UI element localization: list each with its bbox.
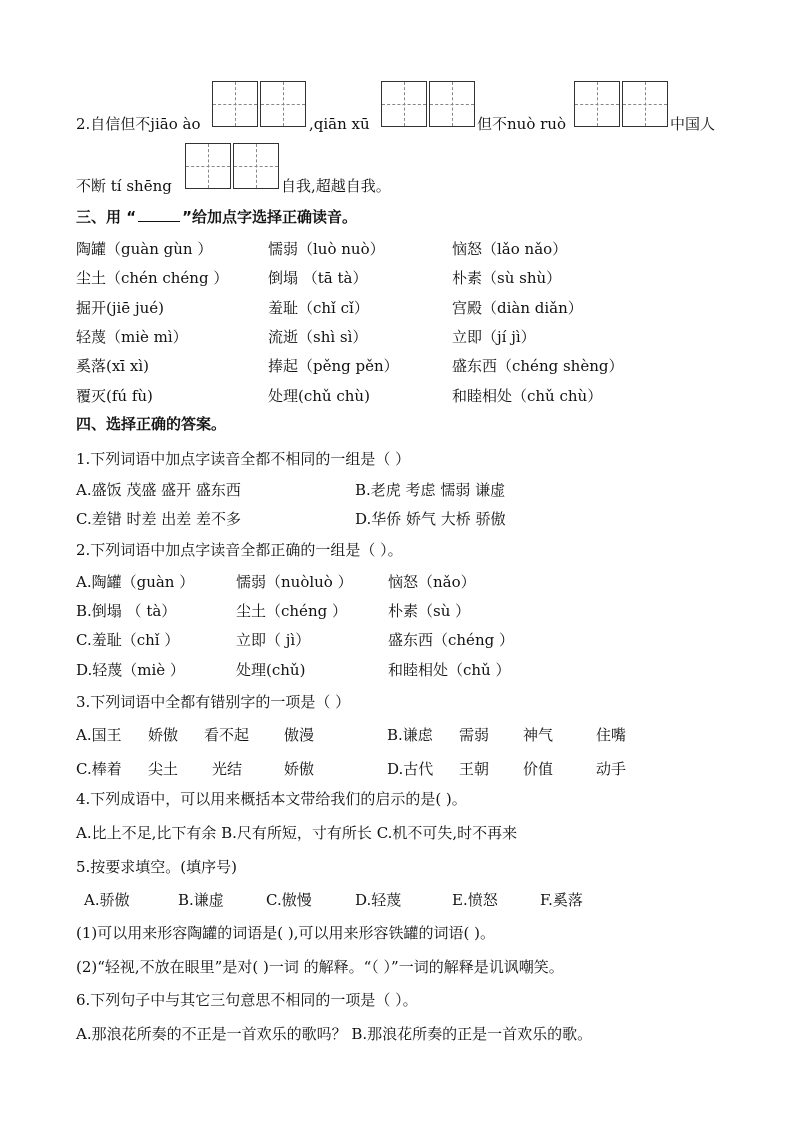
q3-option-a[interactable]: A.国王	[76, 726, 122, 744]
q2-option-cell: 朴素（sù ）	[388, 602, 471, 620]
pinyin-item[interactable]: 轻蔑（miè mì）	[76, 328, 188, 346]
pinyin-item[interactable]: 羞耻（chǐ cǐ）	[268, 299, 369, 317]
q3-option-b[interactable]: B.谦虑	[387, 726, 433, 744]
q2-option-cell: 立即（ jì）	[236, 631, 311, 649]
char-box[interactable]	[212, 81, 258, 127]
q2-option-cell: 懦弱（nuòluò ）	[236, 573, 353, 591]
q2-stem: 2.下列词语中加点字读音全都正确的一组是（ ）。	[76, 541, 403, 559]
q5-option[interactable]: C.傲慢	[266, 891, 312, 909]
q3-word: 尖土	[148, 760, 179, 778]
q2-option-cell: 盛东西（chéng ）	[388, 631, 514, 649]
q3-word: 价值	[523, 760, 554, 778]
q5-option[interactable]: A.骄傲	[84, 891, 130, 909]
q2-option-cell: 处理(chǔ)	[236, 661, 306, 679]
q2-line2-prefix: 不断 tí shēng	[76, 177, 172, 195]
q1-option-a[interactable]: A.盛饭 茂盛 盛开 盛东西	[76, 481, 241, 499]
q1-option-c[interactable]: C.差错 时差 出差 差不多	[76, 510, 242, 528]
pinyin-item[interactable]: 和睦相处（chǔ chù）	[452, 387, 603, 405]
q5-option[interactable]: E.愤怒	[452, 891, 498, 909]
char-box[interactable]	[381, 81, 427, 127]
q2-option-b[interactable]: B.倒塌 （ tà）	[76, 602, 177, 620]
q3-word: 傲漫	[284, 726, 315, 744]
pinyin-item[interactable]: 立即（jí jì）	[452, 328, 536, 346]
pinyin-item[interactable]: 捧起（pěng pěn）	[268, 357, 399, 375]
q2-option-cell: 和睦相处（chǔ ）	[388, 661, 511, 679]
q1-option-b[interactable]: B.老虎 考虑 懦弱 谦虚	[355, 481, 506, 499]
pinyin-item[interactable]: 尘土（chén chéng ）	[76, 269, 229, 287]
q3-word: 动手	[596, 760, 627, 778]
q4-stem: 4.下列成语中，可以用来概括本文带给我们的启示的是( )。	[76, 790, 467, 808]
q5-stem: 5.按要求填空。(填序号)	[76, 858, 238, 876]
q4-options[interactable]: A.比上不足,比下有余 B.尺有所短，寸有所长 C.机不可失,时不再来	[76, 824, 518, 842]
pinyin-item[interactable]: 懦弱（luò nuò）	[268, 240, 385, 258]
pinyin-item[interactable]: 倒塌 （tā tà）	[268, 269, 368, 287]
q3-word: 光结	[212, 760, 243, 778]
q2-prefix: 2.自信但不jiāo ào	[76, 115, 201, 133]
q2-option-a[interactable]: A.陶罐（guàn ）	[76, 573, 195, 591]
q2-mid1: ,qiān xū	[309, 115, 370, 133]
char-box[interactable]	[622, 81, 668, 127]
pinyin-item[interactable]: 陶罐（guàn gùn ）	[76, 240, 213, 258]
pinyin-item[interactable]: 处理(chǔ chù)	[268, 387, 370, 405]
q2-suffix: 中国人	[670, 115, 716, 133]
q6-options[interactable]: A.那浪花所奏的不正是一首欢乐的歌吗？ B.那浪花所奏的正是一首欢乐的歌。	[76, 1025, 593, 1043]
pinyin-item[interactable]: 恼怒（lǎo nǎo）	[452, 240, 568, 258]
q3-option-c[interactable]: C.棒着	[76, 760, 122, 778]
pinyin-item[interactable]: 奚落(xī xì)	[76, 357, 149, 375]
blank-underline	[138, 209, 180, 222]
q3-option-d[interactable]: D.古代	[387, 760, 434, 778]
section3-title: 三、用 “ ”给加点字选择正确读音。	[76, 208, 357, 226]
q1-option-d[interactable]: D.华侨 娇气 大桥 骄傲	[355, 510, 506, 528]
pinyin-item[interactable]: 朴素（sù shù）	[452, 269, 562, 287]
q3-word: 娇傲	[284, 760, 315, 778]
q5-option[interactable]: B.谦虚	[178, 891, 224, 909]
q1-stem: 1.下列词语中加点字读音全都不相同的一组是（ ）	[76, 450, 411, 468]
q3-word: 王朝	[459, 760, 490, 778]
pinyin-item[interactable]: 掘开(jiē jué)	[76, 299, 164, 317]
q5-option[interactable]: D.轻蔑	[355, 891, 402, 909]
q3-word: 需弱	[459, 726, 490, 744]
char-box[interactable]	[233, 143, 279, 189]
char-box[interactable]	[574, 81, 620, 127]
q2-option-cell: 恼怒（nǎo）	[388, 573, 476, 591]
pinyin-item[interactable]: 盛东西（chéng shèng）	[452, 357, 624, 375]
pinyin-item[interactable]: 流逝（shì sì）	[268, 328, 368, 346]
pinyin-item[interactable]: 宫殿（diàn diǎn）	[452, 299, 583, 317]
q2-option-d[interactable]: D.轻蔑（miè ）	[76, 661, 185, 679]
q5-sub1: (1)可以用来形容陶罐的词语是( ),可以用来形容铁罐的词语( )。	[76, 924, 495, 942]
char-box[interactable]	[260, 81, 306, 127]
q2-option-cell: 尘土（chéng ）	[236, 602, 347, 620]
char-box[interactable]	[429, 81, 475, 127]
q5-sub2: (2)“轻视,不放在眼里”是对( )一词 的解释。“（ ）”一词的解释是讥讽嘲笑。	[76, 958, 564, 976]
section4-title: 四、选择正确的答案。	[76, 415, 227, 433]
q6-stem: 6.下列句子中与其它三句意思不相同的一项是（ ）。	[76, 991, 418, 1009]
char-box[interactable]	[185, 143, 231, 189]
pinyin-item[interactable]: 覆灭(fú fù)	[76, 387, 153, 405]
q2-line2-suffix: 自我,超越自我。	[281, 177, 391, 195]
q3-word: 娇傲	[148, 726, 179, 744]
q3-word: 看不起	[204, 726, 250, 744]
q2-mid2: 但不nuò ruò	[477, 115, 566, 133]
q3-word: 住嘴	[596, 726, 627, 744]
q2-option-c[interactable]: C.羞耻（chǐ ）	[76, 631, 180, 649]
q3-stem: 3.下列词语中全都有错别字的一项是（ ）	[76, 693, 351, 711]
q5-option[interactable]: F.奚落	[540, 891, 583, 909]
q3-word: 神气	[523, 726, 554, 744]
